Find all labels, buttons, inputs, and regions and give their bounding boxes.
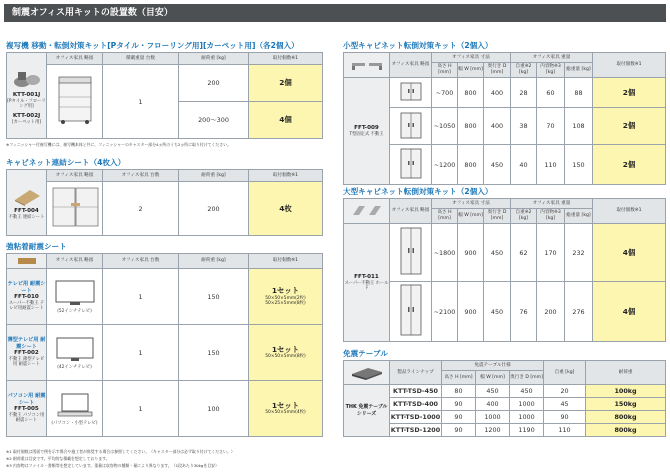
depth-value: 1190 <box>510 424 544 437</box>
product-subtitle: [Pタイル・フローリング用] <box>7 98 46 110</box>
sub-header: 自重※2 [kg] <box>511 209 537 224</box>
section-heading-link-sheet: キャビネット連結シート（4枚入） <box>6 158 126 167</box>
height-value: ~1200 <box>432 145 458 185</box>
content-weight: 110 <box>537 145 565 185</box>
product-subtitle: 不動王 連結シート <box>8 215 45 221</box>
sub-header: 自重※2 [kg] <box>511 63 537 78</box>
depth-value: 450 <box>484 145 511 185</box>
column-header: オフィス家具 重量 <box>511 53 593 63</box>
table-row <box>344 145 666 185</box>
adhesive-sheet-image <box>15 256 39 266</box>
depth-value: 450 <box>484 224 511 282</box>
load-value: 200 <box>179 65 249 102</box>
total-weight: 232 <box>565 224 593 282</box>
section-heading-small-cabinet: 小型キャビネット転倒対策キット（2個入） <box>343 41 493 50</box>
column-header: 耐荷重 [kg] <box>179 170 249 182</box>
product-label-cell <box>344 78 390 185</box>
total-weight: 150 <box>565 145 593 185</box>
pc-illustration-cell <box>47 381 103 437</box>
load-capacity-cell <box>586 424 666 437</box>
furniture-count: 2 <box>103 182 179 236</box>
load-capacity-cell <box>586 411 666 424</box>
model-name: KTT-TSD-400 <box>390 398 442 411</box>
install-qty: 2個 <box>279 78 292 88</box>
product-code: KTT-001J <box>12 91 41 98</box>
cabinet-illustration <box>398 225 424 277</box>
cabinet-illustration <box>398 80 424 102</box>
self-weight: 62 <box>511 224 537 282</box>
width-value: 900 <box>458 282 484 342</box>
sub-header: 幅 W [mm] <box>476 371 510 385</box>
adhesive-sheet-table <box>6 253 323 437</box>
total-weight: 276 <box>565 282 593 342</box>
cabinet-illustration-cell <box>390 224 432 282</box>
product-image-cell <box>344 361 390 385</box>
total-weight: 108 <box>565 108 593 145</box>
cabinet-illustration <box>398 283 424 337</box>
install-qty: 2個 <box>622 121 636 131</box>
content-weight: 60 <box>537 78 565 108</box>
install-qty: 1セット <box>271 345 300 355</box>
cabinet-illustration <box>398 110 424 140</box>
column-header: 積載重量 台数 <box>103 53 179 65</box>
copier-kit-table <box>6 52 323 139</box>
install-qty-cell <box>593 224 666 282</box>
column-header: 取付個数※1 <box>249 170 323 182</box>
model-name: KTT-TSD-1000 <box>390 411 442 424</box>
tv-size-label: (52インチテレビ) <box>57 309 92 315</box>
product-subtitle: スーパー不動王 テレビ用耐震シート <box>8 301 45 312</box>
install-qty-detail: 50×50×5mm(4枚) <box>265 410 306 416</box>
height-value: ~2100 <box>432 282 458 342</box>
product-subtitle: [カーペット用] <box>11 119 42 125</box>
tv-illustration-cell <box>47 269 103 325</box>
load-capacity: 800kg <box>614 412 637 421</box>
product-label-cell <box>7 381 47 437</box>
section-heading-isolation-table: 免震テーブル <box>343 349 388 358</box>
table-row <box>344 224 666 282</box>
self-weight: 40 <box>511 145 537 185</box>
height-value: 80 <box>442 385 476 398</box>
self-weight: 90 <box>544 411 586 424</box>
column-header: オフィス家具 略図 <box>47 254 103 269</box>
install-qty-detail: 50×50×5mm(2枚) 50×25×5mm(8枚) <box>265 295 306 307</box>
table-row <box>344 78 666 108</box>
sub-header: 総重量 [kg] <box>565 63 593 78</box>
depth-value: 400 <box>484 108 511 145</box>
copier-illustration <box>55 75 95 125</box>
link-sheet-table <box>6 169 323 236</box>
sub-header: 奥行き D [mm] <box>510 371 544 385</box>
column-header: オフィス家具 台数 <box>103 170 179 182</box>
footnote: ※2 耐荷重は目安です。平均的な積載を想定しております。 <box>6 456 110 461</box>
content-weight: 70 <box>537 108 565 145</box>
product-subtitle: スーパー不動王 ホールド <box>344 280 389 291</box>
series-name: THK 免震テーブル シリーズ <box>345 404 388 417</box>
depth-value: 450 <box>510 385 544 398</box>
load-capacity: 800kg <box>614 425 637 434</box>
footnote: ※1 取付個数は図面で例を示す場合や施工者が推奨する場合は参照してください。（キャスター部分は必ず取り付けてください。） <box>6 449 235 454</box>
link-sheet-image <box>12 186 42 206</box>
product-code: FFT-002 <box>14 350 39 357</box>
furniture-count: 1 <box>103 65 179 139</box>
load-value: 200〜300 <box>179 102 249 139</box>
table-row <box>344 398 666 411</box>
install-qty-cell <box>593 282 666 342</box>
install-qty: 4個 <box>622 306 636 316</box>
column-header: 免震テーブル仕様 <box>442 361 544 371</box>
product-code: FFT-005 <box>14 406 39 413</box>
sub-header: 奥行き D [mm] <box>484 63 511 78</box>
product-subtitle: 不動王 パソコン用 耐震シート <box>8 413 45 424</box>
furniture-count: 1 <box>103 269 179 325</box>
install-qty: 4枚 <box>279 203 292 213</box>
model-name: KTT-TSD-450 <box>390 385 442 398</box>
load-value: 150 <box>179 325 249 381</box>
install-qty-cell <box>249 102 323 139</box>
table-row <box>344 411 666 424</box>
column-header: 取付個数※1 <box>249 53 323 65</box>
load-value: 150 <box>179 269 249 325</box>
series-label-cell <box>344 385 390 437</box>
column-header: 耐荷重 [kg] <box>179 254 249 269</box>
install-qty-cell <box>593 145 666 185</box>
depth-value: 1000 <box>510 398 544 411</box>
width-value: 400 <box>476 398 510 411</box>
large-cabinet-table <box>343 198 666 342</box>
section-heading-adhesive-sheet: 強粘着耐震シート <box>6 242 67 251</box>
tv-illustration-cell <box>47 325 103 381</box>
load-capacity: 150kg <box>614 399 637 408</box>
self-weight: 38 <box>511 108 537 145</box>
copier-illustration-cell <box>47 65 103 139</box>
install-qty-cell <box>593 108 666 145</box>
page-title: 制震オフィス用キットの設置数（目安） <box>4 4 666 22</box>
install-qty-cell <box>249 269 323 325</box>
sub-header: 総重量 [kg] <box>565 209 593 224</box>
section-heading-large-cabinet: 大型キャビネット転倒対策キット（2個入） <box>343 187 493 196</box>
column-header: オフィス家具 略図 <box>47 53 103 65</box>
footnote: ※3 内容物はファイル・書類等を想定しています。重量は収容物の種類・量により異なります。（1段あたり30kgを目安） <box>6 463 219 468</box>
column-header: オフィス家具 寸法 <box>432 53 511 63</box>
column-header: オフィス家具 略図 <box>390 53 432 78</box>
sub-header: 内容物※3 [kg] <box>537 209 565 224</box>
furniture-count: 1 <box>103 325 179 381</box>
column-header: オフィス家具 略図 <box>47 170 103 182</box>
width-value: 900 <box>458 224 484 282</box>
sub-header: 幅 W [mm] <box>458 209 484 224</box>
install-qty: 1セット <box>271 401 300 411</box>
load-capacity: 100kg <box>614 386 637 395</box>
table-row <box>344 282 666 342</box>
cabinet-illustration-cell <box>390 282 432 342</box>
sub-header: 高さ H [mm] <box>442 371 476 385</box>
table-row <box>344 424 666 437</box>
width-value: 800 <box>458 78 484 108</box>
pc-illustration <box>53 391 97 419</box>
install-qty: 4個 <box>622 247 636 257</box>
cabinet-pair-illustration-cell <box>47 182 103 236</box>
column-header: 取付個数※1 <box>593 199 666 224</box>
table-row <box>344 108 666 145</box>
product-image-cell <box>7 170 47 236</box>
product-image-cell <box>344 53 390 78</box>
width-value: 800 <box>458 145 484 185</box>
install-qty: 1セット <box>271 286 300 296</box>
install-qty-cell <box>593 78 666 108</box>
column-header: オフィス家具 台数 <box>103 254 179 269</box>
tv-illustration <box>53 335 97 363</box>
product-category: テレビ用 耐震シート <box>7 281 46 294</box>
content-weight: 170 <box>537 224 565 282</box>
section-heading-copier: 複写機 移動・転倒対策キット[Pタイル・フローリング用][カーペット用]（各2個入） <box>6 41 299 50</box>
product-image-cell <box>7 53 47 139</box>
product-subtitle: T型固定式 不動王 <box>349 131 384 137</box>
product-label-cell <box>7 269 47 325</box>
depth-value: 400 <box>484 78 511 108</box>
install-qty: 2個 <box>622 87 636 97</box>
depth-value: 1000 <box>510 411 544 424</box>
sub-header: 内容物※3 [kg] <box>537 63 565 78</box>
load-value: 100 <box>179 381 249 437</box>
load-value: 200 <box>179 182 249 236</box>
product-category: パソコン用 耐震シート <box>7 393 46 406</box>
install-qty-cell <box>249 381 323 437</box>
width-value: 800 <box>458 108 484 145</box>
column-header: 製品ラインナップ <box>390 361 442 385</box>
product-code: FFT-010 <box>14 294 39 301</box>
sub-header: 幅 W [mm] <box>458 63 484 78</box>
column-header: 取付個数※1 <box>249 254 323 269</box>
tv-size-label: (パソコン・小型テレビ) <box>51 421 98 427</box>
product-label-cell <box>7 325 47 381</box>
product-image-cell <box>344 199 390 224</box>
column-header: 取付個数※1 <box>593 53 666 78</box>
column-header: 耐荷重 [kg] <box>179 53 249 65</box>
caster-pad-image <box>12 68 42 90</box>
model-name: KTT-TSD-1200 <box>390 424 442 437</box>
install-qty-cell <box>249 182 323 236</box>
bracket-image <box>349 58 385 72</box>
cabinet-illustration-cell <box>390 108 432 145</box>
product-code: KTT-002J <box>12 112 41 119</box>
sub-header: 高さ H [mm] <box>432 209 458 224</box>
depth-value: 450 <box>484 282 511 342</box>
width-value: 450 <box>476 385 510 398</box>
isolation-table-image <box>348 364 386 382</box>
width-value: 1200 <box>476 424 510 437</box>
cabinet-illustration <box>398 146 424 180</box>
load-capacity-cell <box>586 398 666 411</box>
install-qty: 2個 <box>622 159 636 169</box>
install-qty-cell <box>249 65 323 102</box>
product-code: FFT-009 <box>354 124 379 131</box>
self-weight: 110 <box>544 424 586 437</box>
bracket-image <box>349 203 385 219</box>
cabinet-illustration-cell <box>390 145 432 185</box>
isolation-table-table <box>343 360 666 437</box>
height-value: ~1800 <box>432 224 458 282</box>
cabinet-pair-illustration <box>49 185 101 229</box>
content-weight: 200 <box>537 282 565 342</box>
product-code: FFT-011 <box>354 273 379 280</box>
cabinet-illustration-cell <box>390 78 432 108</box>
product-subtitle: 不動王 薄型テレビ用 耐震シート <box>8 357 45 368</box>
height-value: 90 <box>442 398 476 411</box>
column-header: 自重 [kg] <box>544 361 586 385</box>
table-row <box>344 385 666 398</box>
height-value: 90 <box>442 411 476 424</box>
height-value: ~700 <box>432 78 458 108</box>
column-header: オフィス家具 寸法 <box>432 199 511 209</box>
width-value: 1000 <box>476 411 510 424</box>
self-weight: 20 <box>544 385 586 398</box>
column-header: オフィス家具 略図 <box>390 199 432 224</box>
product-image-cell <box>7 254 47 269</box>
column-header: オフィス家具 重量 <box>511 199 593 209</box>
install-qty-cell <box>249 325 323 381</box>
self-weight: 45 <box>544 398 586 411</box>
load-capacity-cell <box>586 385 666 398</box>
height-value: ~1050 <box>432 108 458 145</box>
total-weight: 88 <box>565 78 593 108</box>
footnote: ※フィニッシャー付複写機には、複写機本体と共に、フィニッシャーのキャスター部分4ヵ所のうち2ヵ所に取り付けてください。 <box>6 142 231 147</box>
install-qty-detail: 50×50×5mm(8枚) <box>265 354 306 360</box>
height-value: 90 <box>442 424 476 437</box>
small-cabinet-table <box>343 52 666 185</box>
sub-header: 高さ H [mm] <box>432 63 458 78</box>
install-qty: 4個 <box>279 115 292 125</box>
self-weight: 28 <box>511 78 537 108</box>
tv-illustration <box>53 279 97 307</box>
product-code: FFT-004 <box>14 208 39 215</box>
product-category: 薄型テレビ用 耐震シート <box>7 337 46 350</box>
self-weight: 76 <box>511 282 537 342</box>
furniture-count: 1 <box>103 381 179 437</box>
sub-header: 奥行き D [mm] <box>484 209 511 224</box>
tv-size-label: (42インチテレビ) <box>57 365 92 371</box>
column-header: 耐荷重 <box>586 361 666 385</box>
product-label-cell <box>344 224 390 342</box>
